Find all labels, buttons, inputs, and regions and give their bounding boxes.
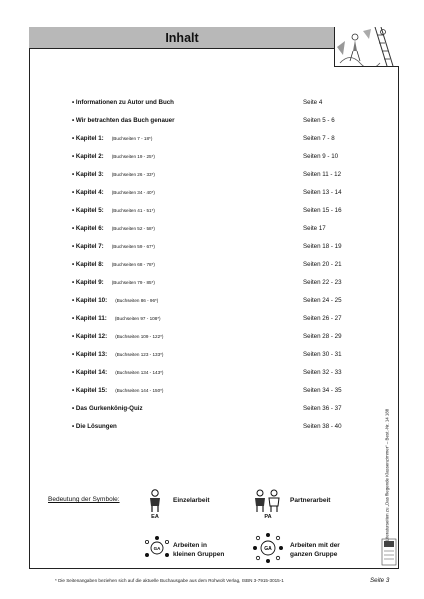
side-publisher-strip xyxy=(380,395,394,555)
toc-pages: Seiten 28 - 29 xyxy=(303,333,342,340)
toc-pages: Seiten 32 - 33 xyxy=(303,369,342,376)
toc-row xyxy=(72,387,362,399)
toc-label: • Wir betrachten das Buch genauer xyxy=(72,117,175,124)
pa-label: Partnerarbeit xyxy=(290,497,331,504)
toc-row xyxy=(72,117,362,129)
publisher-logo-icon xyxy=(381,537,397,567)
toc-label: • Die Lösungen xyxy=(72,423,117,430)
toc-label: • Kapitel 7: (Buchseiten 59 - 67*) xyxy=(72,243,155,250)
toc-label: • Kapitel 15: (Buchseiten 144 - 150*) xyxy=(72,387,164,394)
toc-row xyxy=(72,351,362,363)
toc-label: • Kapitel 10: (Buchseiten 86 - 96*) xyxy=(72,297,159,304)
toc-label: • Kapitel 6: (Buchseiten 52 - 58*) xyxy=(72,225,155,232)
single-person-icon xyxy=(146,488,164,514)
ga-all-code: GA xyxy=(264,546,272,552)
toc-row xyxy=(72,333,362,345)
toc-pages: Seiten 22 - 23 xyxy=(303,279,342,286)
toc-pages: Seite 4 xyxy=(303,99,323,106)
toc-pages: Seiten 9 - 10 xyxy=(303,153,339,160)
small-group-icon xyxy=(142,535,172,561)
toc-label: • Kapitel 13: (Buchseiten 123 - 133*) xyxy=(72,351,164,358)
toc-pages: Seiten 26 - 27 xyxy=(303,315,342,322)
ga-all-label: Arbeiten mit der ganzen Gruppe xyxy=(290,542,340,558)
toc-row xyxy=(72,315,362,327)
toc-row xyxy=(72,279,362,291)
toc-label: • Kapitel 9: (Buchseiten 79 - 85*) xyxy=(72,279,155,286)
ea-code: EA xyxy=(151,514,159,520)
title-bar xyxy=(29,27,335,49)
toc-label: • Kapitel 11: (Buchseiten 97 - 108*) xyxy=(72,315,161,322)
toc-row xyxy=(72,369,362,381)
toc-label: • Das Gurkenkönig-Quiz xyxy=(72,405,143,412)
toc-row xyxy=(72,297,362,309)
ga-small-code: GA xyxy=(153,546,161,551)
toc-label: • Kapitel 12: (Buchseiten 109 - 122*) xyxy=(72,333,164,340)
toc-row xyxy=(72,261,362,273)
toc-label: • Kapitel 8: (Buchseiten 68 - 78*) xyxy=(72,261,155,268)
toc-row xyxy=(72,135,362,147)
toc-pages: Seiten 18 - 19 xyxy=(303,243,342,250)
toc-label: • Kapitel 5: (Buchseiten 41 - 51*) xyxy=(72,207,155,214)
header-illustration xyxy=(334,27,399,67)
toc-label: • Kapitel 1: (Buchseiten 7 - 18*) xyxy=(72,135,153,142)
toc-pages: Seiten 38 - 40 xyxy=(303,423,342,430)
page-number: Seite 3 xyxy=(370,577,390,584)
toc-pages: Seiten 7 - 8 xyxy=(303,135,335,142)
ea-label: Einzelarbeit xyxy=(173,497,210,504)
toc-pages: Seite 17 xyxy=(303,225,326,232)
publisher-logo xyxy=(381,537,397,567)
toc-pages: Seiten 36 - 37 xyxy=(303,405,342,412)
toc-pages: Seiten 13 - 14 xyxy=(303,189,342,196)
toc-pages: Seiten 5 - 6 xyxy=(303,117,335,124)
pa-code: PA xyxy=(264,514,272,520)
toc-pages: Seiten 20 - 21 xyxy=(303,261,342,268)
toc-row xyxy=(72,225,362,237)
whole-group-icon xyxy=(252,532,284,564)
toc-pages: Seiten 11 - 12 xyxy=(303,171,342,178)
toc-pages: Seiten 15 - 16 xyxy=(303,207,342,214)
page-title: Inhalt xyxy=(165,31,199,45)
toc-row xyxy=(72,153,362,165)
toc-pages: Seiten 34 - 35 xyxy=(303,387,342,394)
side-text: Literaturseiten zu „Das fliegende Klassenzimmer“ – Best.-Nr. 14 188 xyxy=(384,408,390,542)
toc-row xyxy=(72,189,362,201)
footnote: * Die Seitenangaben beziehen sich auf die aktuelle Buchausgabe aus dem Rohwolt Verlag, ISBN 3-7915-3015-1 xyxy=(55,578,284,583)
two-persons-icon xyxy=(252,488,282,514)
toc-pages: Seiten 24 - 25 xyxy=(303,297,342,304)
ga-small-label: Arbeiten in kleinen Gruppen xyxy=(173,542,225,558)
toc-label: • Kapitel 4: (Buchseiten 34 - 40*) xyxy=(72,189,155,196)
toc-row xyxy=(72,405,362,417)
children-climbing-icon xyxy=(335,27,399,66)
toc-label: • Informationen zu Autor und Buch xyxy=(72,99,174,106)
symbols-heading: Bedeutung der Symbole: xyxy=(48,496,120,503)
toc-label: • Kapitel 2: (Buchseiten 19 - 25*) xyxy=(72,153,155,160)
toc-row xyxy=(72,423,362,435)
toc-row xyxy=(72,207,362,219)
toc-row xyxy=(72,171,362,183)
toc-label: • Kapitel 3: (Buchseiten 26 - 33*) xyxy=(72,171,155,178)
toc-row xyxy=(72,99,362,111)
toc-pages: Seiten 30 - 31 xyxy=(303,351,342,358)
toc-label: • Kapitel 14: (Buchseiten 134 - 143*) xyxy=(72,369,164,376)
toc-row xyxy=(72,243,362,255)
